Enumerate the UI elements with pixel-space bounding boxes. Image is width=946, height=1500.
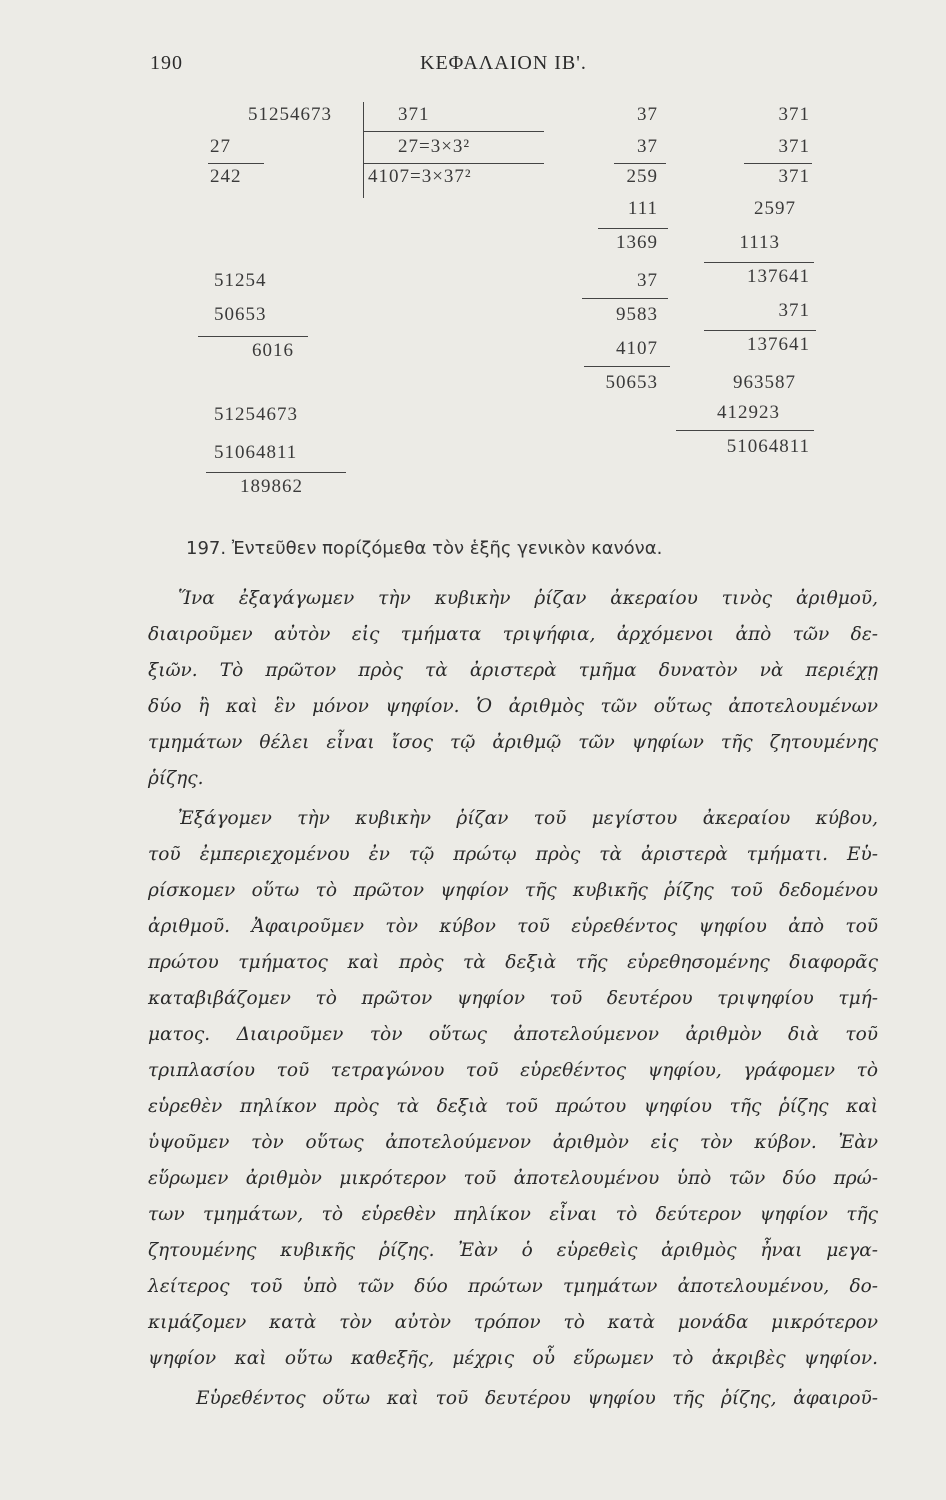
rule: [614, 163, 666, 164]
mult-b-8: 963587: [733, 372, 796, 393]
mult-b-6: 371: [778, 300, 810, 321]
text-line: των τμημάτων, τὸ εὑρεθὲν πηλίκον εἶναι τὸ δεύτερον ψηφίον τῆς: [148, 1204, 878, 1225]
mult-a-4: 1369: [616, 232, 658, 253]
text-line: ψηφίον καὶ οὕτω καθεξῆς, μέχρις οὗ εὕρωμεν τὸ ἀκριβὲς ψηφίον.: [148, 1348, 878, 1369]
rule: [198, 336, 308, 337]
rule: [598, 228, 668, 229]
text-line: δύο ἢ καὶ ἓν μόνον ψηφίον. Ὁ ἀριθμὸς τῶν οὕτως ἀποτελουμένων: [148, 696, 878, 717]
rule: [208, 163, 264, 164]
text-line: ρίσκομεν οὕτω τὸ πρῶτον ψηφίον τῆς κυβικῆς ῥίζης τοῦ δεδομένου: [148, 880, 878, 901]
mult-b-0: 371: [778, 104, 810, 125]
mult-b-1: 371: [778, 136, 810, 157]
calc-left-7: 51064811: [214, 442, 298, 463]
calc-left-1: 27: [210, 136, 231, 157]
rule: [744, 163, 812, 164]
mult-b-7: 137641: [747, 334, 810, 355]
text-line: τοῦ ἐμπεριεχομένου ἐν τῷ πρώτῳ πρὸς τὰ ἀριστερὰ τμήματι. Εὑ-: [148, 844, 878, 865]
mult-a-0: 37: [637, 104, 658, 125]
mult-b-4: 1113: [739, 232, 780, 253]
rule: [584, 366, 670, 367]
chapter-title: ΚΕΦΑΛΑΙΟΝ ΙΒ'.: [420, 52, 587, 74]
text-line: τμημάτων θέλει εἶναι ἴσος τῷ ἀριθμῷ τῶν ψηφίων τῆς ζητουμένης: [148, 732, 878, 753]
text-line: λείτερος τοῦ ὑπὸ τῶν δύο πρώτων τμημάτων ἀποτελουμένου, δο-: [148, 1276, 878, 1297]
mult-a-5: 37: [637, 270, 658, 291]
divisor-1: 27=3×3²: [398, 136, 471, 157]
text-line: ῥίζης.: [148, 768, 204, 789]
text-line: ἀριθμοῦ. Ἀφαιροῦμεν τὸν κύβον τοῦ εὑρεθέντος ψηφίου ἀπὸ τοῦ: [148, 916, 878, 937]
calc-left-3: 51254: [214, 270, 267, 291]
text-line: πρώτου τμήματος καὶ πρὸς τὰ δεξιὰ τῆς εὑρεθησομένης διαφορᾶς: [148, 952, 878, 973]
section-number: 197.: [186, 538, 227, 559]
calc-left-5: 6016: [252, 340, 294, 361]
mult-a-8: 50653: [605, 372, 658, 393]
vertical-rule: [363, 102, 364, 198]
mult-a-2: 259: [626, 166, 658, 187]
text-line: κιμάζομεν κατὰ τὸν αὐτὸν τρόπον τὸ κατὰ μονάδα μικρότερον: [148, 1312, 878, 1333]
mult-a-1: 37: [637, 136, 658, 157]
rule: [676, 430, 814, 431]
calc-left-2: 242: [210, 166, 242, 187]
section-heading: [186, 538, 662, 559]
calc-left-6: 51254673: [214, 404, 298, 425]
calc-left-4: 50653: [214, 304, 267, 325]
rule: [704, 262, 814, 263]
text-line: ὑψοῦμεν τὸν οὕτως ἀποτελούμενον ἀριθμὸν εἰς τὸν κύβον. Ἐὰν: [148, 1132, 878, 1153]
mult-b-2: 371: [778, 166, 810, 187]
text-line: εὑρεθὲν πηλίκον πρὸς τὰ δεξιὰ τοῦ πρώτου ψηφίου τῆς ῥίζης καὶ: [148, 1096, 878, 1117]
text-line: καταβιβάζομεν τὸ πρῶτον ψηφίον τοῦ δευτέρου τριψηφίου τμή-: [148, 988, 878, 1009]
mult-a-6: 9583: [616, 304, 658, 325]
text-line: τριπλασίου τοῦ τετραγώνου τοῦ εὑρεθέντος ψηφίου, γράφομεν τὸ: [148, 1060, 878, 1081]
page-number: 190: [150, 52, 183, 74]
text-line: ξιῶν. Τὸ πρῶτον πρὸς τὰ ἀριστερὰ τμῆμα δυνατὸν νὰ περιέχῃ: [148, 660, 878, 681]
mult-b-3: 2597: [754, 198, 796, 219]
text-line: ζητουμένης κυβικῆς ῥίζης. Ἐὰν ὁ εὑρεθεὶς ἀριθμὸς ἦναι μεγα-: [148, 1240, 878, 1261]
text-line: ματος. Διαιροῦμεν τὸν οὕτως ἀποτελούμενον ἀριθμὸν διὰ τοῦ: [148, 1024, 878, 1045]
mult-b-10: 51064811: [726, 436, 810, 457]
calc-left-8: 189862: [240, 476, 303, 497]
divisor-0: 371: [398, 104, 430, 125]
rule: [364, 131, 544, 132]
mult-a-3: 111: [627, 198, 658, 219]
text-line: Ἐξάγομεν τὴν κυβικὴν ῥίζαν τοῦ μεγίστου ἀκεραίου κύβου,: [178, 808, 878, 829]
rule: [206, 472, 346, 473]
calc-left-0: 51254673: [248, 104, 332, 125]
mult-b-9: 412923: [717, 402, 780, 423]
rule: [582, 298, 668, 299]
rule: [704, 330, 816, 331]
text-line: Εὑρεθέντος οὕτω καὶ τοῦ δευτέρου ψηφίου τῆς ῥίζης, ἀφαιροῦ-: [196, 1388, 878, 1409]
divisor-2: 4107=3×37²: [368, 166, 472, 187]
mult-a-7: 4107: [616, 338, 658, 359]
text-line: εὕρωμεν ἀριθμὸν μικρότερον τοῦ ἀποτελουμένου ὑπὸ τῶν δύο πρώ-: [148, 1168, 878, 1189]
text-line: Ἵνα ἐξαγάγωμεν τὴν κυβικὴν ῥίζαν ἀκεραίου τινὸς ἀριθμοῦ,: [178, 588, 878, 609]
text-line: διαιροῦμεν αὐτὸν εἰς τμήματα τριψήφια, ἀρχόμενοι ἀπὸ τῶν δε-: [148, 624, 878, 645]
rule: [364, 163, 544, 164]
section-title: Ἐντεῦθεν πορίζόμεθα τὸν ἑξῆς γενικὸν κανόνα.: [231, 538, 663, 559]
mult-b-5: 137641: [747, 266, 810, 287]
